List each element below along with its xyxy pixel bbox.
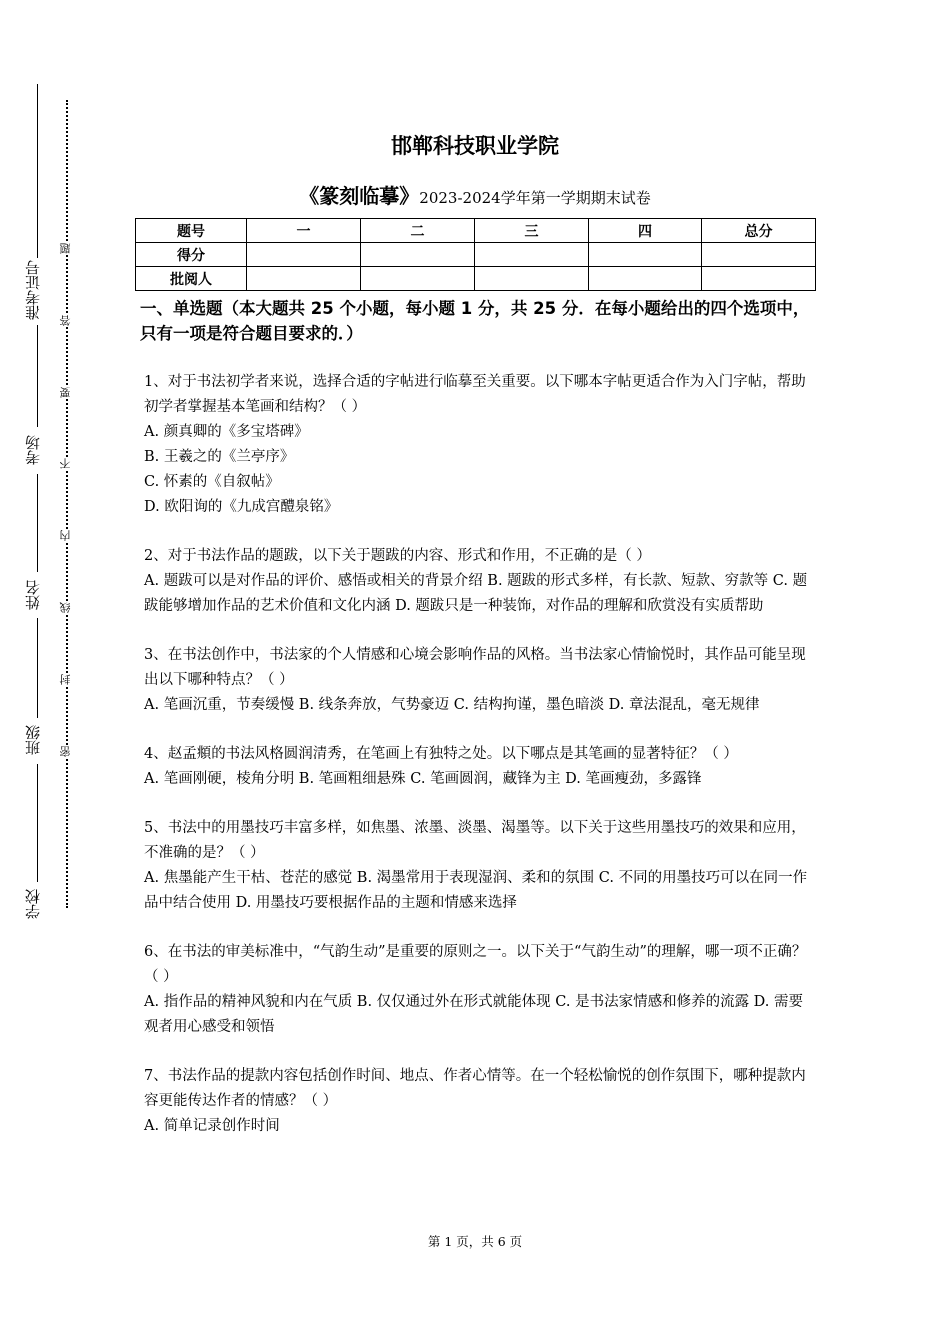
exam-room-write-line[interactable] [37,325,38,427]
section-heading: 一、单选题（本大题共 25 个小题，每小题 1 分，共 25 分．在每小题给出的四个选项中，只有一项是符合题目要求的．） [140,299,810,343]
score-cell[interactable] [361,243,475,267]
question-stem: 2、对于书法作品的题跋，以下关于题跋的内容、形式和作用，不正确的是（ ） [144,548,651,564]
score-cell[interactable] [475,243,589,267]
col-header: 一 [247,219,361,243]
col-header: 题号 [136,219,247,243]
question-stem: 6、在书法的审美标准中，“气韵生动”是重要的原则之一。以下关于“气韵生动”的理解，哪一项不正确？（ ） [144,944,807,985]
seal-char: 封 [59,674,72,685]
page-footer: 第 1 页，共 6 页 [427,1234,523,1249]
seal-char: 内 [59,530,72,541]
course-name: 《篆刻临摹》 [299,184,420,208]
question-7 [144,1064,812,1139]
exam-title [0,180,950,209]
grader-cell[interactable] [361,267,475,291]
class-label: 班级 [24,725,42,755]
score-cell[interactable] [589,243,702,267]
option-a: A. 颜真卿的《多宝塔碑》 [144,424,309,440]
option-c: C. 怀素的《自叙帖》 [144,474,280,490]
col-header: 四 [589,219,702,243]
col-header: 总分 [702,219,816,243]
seal-char: 密 [59,746,72,757]
question-stem: 3、在书法创作中，书法家的个人情感和心境会影响作品的风格。当书法家心情愉悦时，其作品可能呈现出以下哪种特点？（ ） [144,647,806,688]
grader-cell[interactable] [589,267,702,291]
seal-char: 不 [59,458,72,469]
question-stem: 4、赵孟頫的书法风格圆润清秀，在笔画上有独特之处。以下哪点是其笔画的显著特征？（ ） [144,746,738,762]
school-label: 学校 [24,889,42,919]
grader-cell[interactable] [475,267,589,291]
question-2 [144,544,812,619]
seal-char: 答 [59,315,72,326]
exam-content [140,296,812,1139]
score-table-header-row [136,219,816,243]
grader-row [136,267,816,291]
score-cell[interactable] [247,243,361,267]
question-options: A. 题跋可以是对作品的评价、感悟或相关的背景介绍 B. 题跋的形式多样，有长款、短款、穷款等 C. 题跋能够增加作品的艺术价值和文化内涵 D. 题跋只是一种装饰，对作品的理解和欣赏没有实质帮助 [144,573,808,614]
question-1 [144,370,812,520]
question-options: A. 笔画沉重，节奏缓慢 B. 线条奔放，气势豪迈 C. 结构拘谨，墨色暗淡 D. 章法混乱，毫无规律 [144,697,760,713]
option-a: A. 简单记录创作时间 [144,1118,280,1134]
question-options: A. 焦墨能产生干枯、苍茫的感觉 B. 渴墨常用于表现湿润、柔和的氛围 C. 不同的用墨技巧可以在同一作品中结合使用 D. 用墨技巧要根据作品的主题和情感来选择 [144,870,808,911]
row-label: 批阅人 [136,267,247,291]
score-row [136,243,816,267]
col-header: 三 [475,219,589,243]
exam-room-label: 考场 [24,435,42,465]
grader-cell[interactable] [702,267,816,291]
term-label: 2023-2024学年第一学期期末试卷 [419,189,651,207]
question-stem: 5、书法中的用墨技巧丰富多样，如焦墨、浓墨、淡墨、渴墨等。以下关于这些用墨技巧的效果和应用，不准确的是？（ ） [144,820,806,861]
class-write-line[interactable] [37,618,38,718]
school-write-line[interactable] [37,764,38,882]
question-6 [144,940,812,1040]
question-3 [144,643,812,718]
score-cell[interactable] [702,243,816,267]
name-write-line[interactable] [37,474,38,572]
question-options: A. 指作品的精神风貌和内在气质 B. 仅仅通过外在形式就能体现 C. 是书法家情感和修养的流露 D. 需要观者用心感受和领悟 [144,994,804,1035]
score-table [135,218,816,291]
question-stem: 1、对于书法初学者来说，选择合适的字帖进行临摹至关重要。以下哪本字帖更适合作为入门字帖，帮助初学者掌握基本笔画和结构？（ ） [144,374,806,415]
grader-cell[interactable] [247,267,361,291]
seal-char: 线 [59,602,72,613]
option-d: D. 欧阳询的《九成宫醴泉铭》 [144,499,339,515]
exam-id-label: 准考证号 [24,260,42,320]
seal-line [66,100,68,908]
row-label: 得分 [136,243,247,267]
exam-id-write-line[interactable] [37,84,38,258]
option-b: B. 王羲之的《兰亭序》 [144,449,295,465]
question-5 [144,816,812,916]
col-header: 二 [361,219,475,243]
question-stem: 7、书法作品的提款内容包括创作时间、地点、作者心情等。在一个轻松愉悦的创作氛围下，哪种提款内容更能传达作者的情感？（ ） [144,1068,806,1109]
name-label: 姓名 [24,580,42,610]
question-4 [144,742,812,792]
seal-char: 题 [59,243,72,254]
school-title: 邯郸科技职业学院 [391,134,559,158]
seal-char: 要 [59,387,72,398]
question-options: A. 笔画刚硬，棱角分明 B. 笔画粗细悬殊 C. 笔画圆润，藏锋为主 D. 笔画瘦劲，多露锋 [144,771,702,787]
